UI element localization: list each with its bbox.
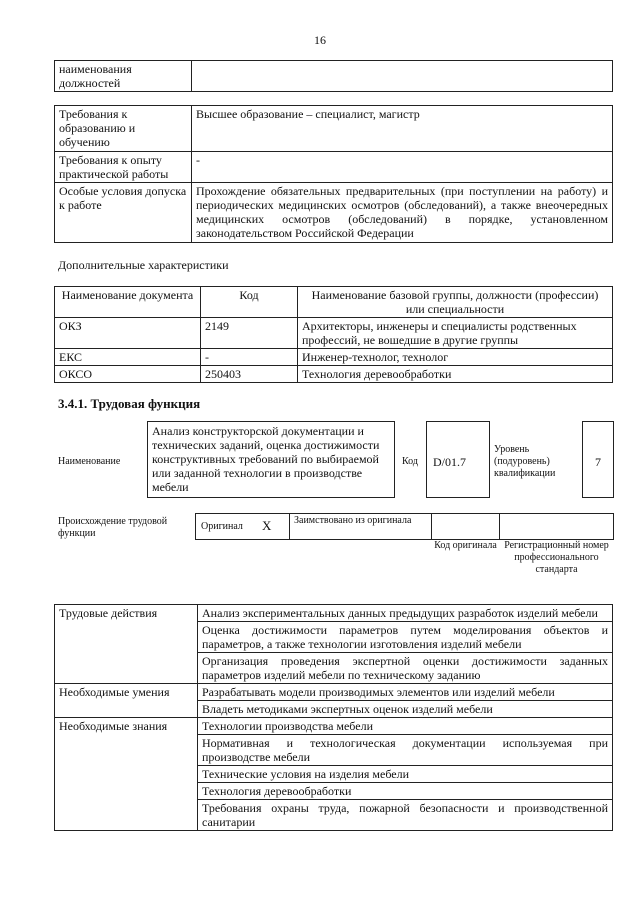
req-experience-label: Требования к опыту практической работы	[55, 152, 192, 183]
table-row-cell: ОКЗ	[55, 318, 201, 349]
origin-original-cell	[195, 513, 290, 540]
function-code-label: Код	[402, 456, 418, 467]
table-row-cell: 2149	[201, 318, 298, 349]
req-experience-value: -	[192, 152, 613, 183]
additional-table	[54, 286, 613, 383]
list-item: Организация проведения экспертной оценки достижимости заданных параметров изделий мебели по техническому заданию	[198, 653, 613, 684]
table-row-cell: ОКСО	[55, 366, 201, 383]
list-item: Владеть методиками экспертных оценок изделий мебели	[198, 701, 613, 718]
skills-label: Необходимые умения	[55, 684, 198, 718]
origin-code-cell	[431, 513, 500, 540]
list-item: Требования охраны труда, пожарной безопасности и производственной санитарии	[198, 800, 613, 831]
req-conditions-value: Прохождение обязательных предварительных (при поступлении на работу) и периодических медицинских осмотров (обследований), а также внеочередных медицинских осмотров (обследований) в порядке, установленном законодательством Российской Федерации	[192, 183, 613, 243]
function-code-value: D/01.7	[433, 455, 466, 469]
table-row-cell: 250403	[201, 366, 298, 383]
table-row-cell: Архитекторы, инженеры и специалисты родственных профессий, не вошедшие в другие группы	[298, 318, 613, 349]
req-education-label: Требования к образованию и обучению	[55, 106, 192, 152]
details-table	[54, 604, 613, 831]
table-row-cell: Технология деревообработки	[298, 366, 613, 383]
origin-original-mark: X	[262, 518, 272, 533]
origin-borrowed-label: Заимствовано из оригинала	[294, 515, 412, 526]
list-item: Технические условия на изделия мебели	[198, 766, 613, 783]
list-item: Технологии производства мебели	[198, 718, 613, 735]
add-header-name: Наименование базовой группы, должности (профессии) или специальности	[298, 287, 613, 318]
position-value	[192, 61, 613, 92]
origin-code-caption: Код оригинала	[434, 540, 497, 551]
list-item: Нормативная и технологическая документации используемая при производстве мебели	[198, 735, 613, 766]
position-table	[54, 60, 613, 92]
function-level-value: 7	[595, 455, 601, 469]
list-item: Оценка достижимости параметров путем моделирования объектов и параметров, а также технологии изготовления изделий мебели	[198, 622, 613, 653]
list-item: Технология деревообработки	[198, 783, 613, 800]
add-header-code: Код	[201, 287, 298, 318]
req-education-value: Высшее образование – специалист, магистр	[192, 106, 613, 152]
origin-borrowed-cell	[289, 513, 432, 540]
function-name-value: Анализ конструкторской документации и технических заданий, оценка достижимости конструктивных требований по выбираемой или заданной технологии в производстве мебели	[152, 424, 380, 494]
req-conditions-label: Особые условия допуска к работе	[55, 183, 192, 243]
origin-reg-cell	[499, 513, 614, 540]
table-row-cell: ЕКС	[55, 349, 201, 366]
position-label: наименования должностей	[55, 61, 192, 92]
origin-original-label: Оригинал	[201, 521, 243, 532]
list-item: Анализ экспериментальных данных предыдущих разработок изделий мебели	[198, 605, 613, 622]
function-code-box	[426, 421, 490, 498]
function-heading: 3.4.1. Трудовая функция	[58, 396, 201, 411]
table-row-cell: -	[201, 349, 298, 366]
table-row-cell: Инженер-технолог, технолог	[298, 349, 613, 366]
origin-reg-caption: Регистрационный номер профессионального стандарта	[504, 540, 609, 575]
function-name-box	[147, 421, 395, 498]
actions-label: Трудовые действия	[55, 605, 198, 684]
page-number: 16	[314, 33, 326, 47]
additional-title: Дополнительные характеристики	[58, 258, 229, 272]
function-name-label: Наименование	[58, 456, 121, 467]
add-header-doc: Наименование документа	[55, 287, 201, 318]
function-level-label: Уровень (подуровень) квалификации	[494, 444, 556, 479]
list-item: Разрабатывать модели производимых элементов или изделий мебели	[198, 684, 613, 701]
knowledge-label: Необходимые знания	[55, 718, 198, 831]
requirements-table	[54, 105, 613, 243]
function-level-box	[582, 421, 614, 498]
origin-label: Происхождение трудовой функции	[58, 516, 168, 539]
